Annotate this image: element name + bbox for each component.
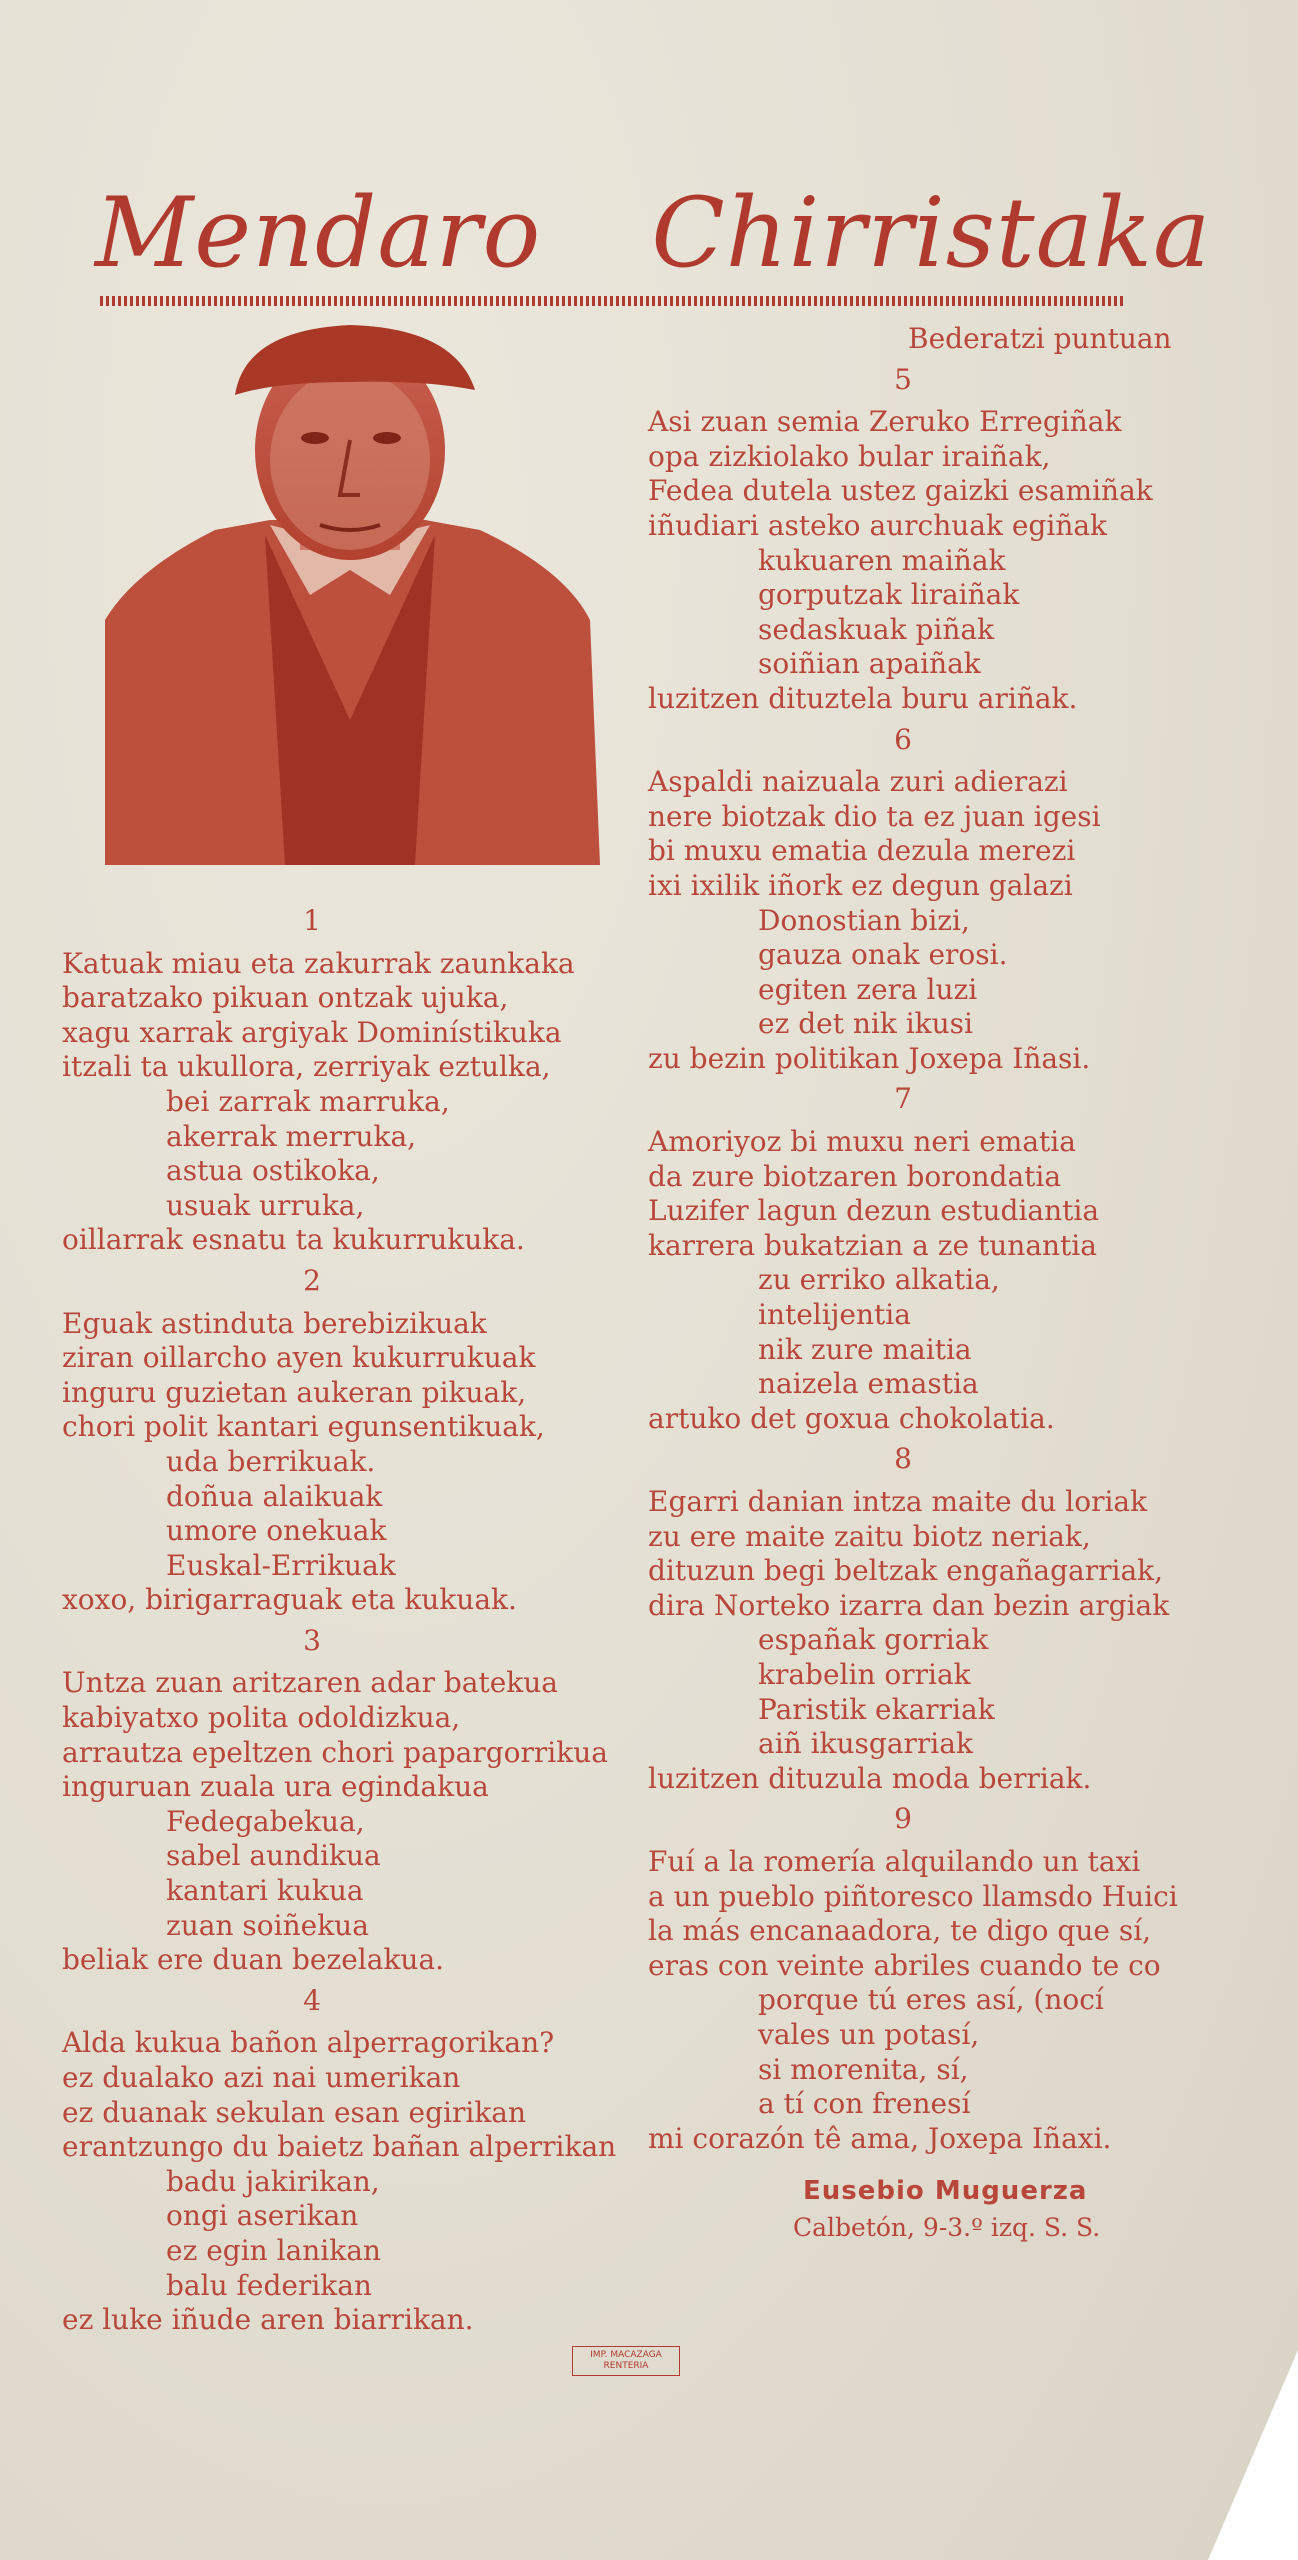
verse-line: vales un potasí, — [758, 2017, 980, 2051]
verse-line: Eguak astinduta berebizikuak — [62, 1306, 487, 1340]
verse-line: beliak ere duan bezelakua. — [62, 1943, 445, 1977]
verse-line: sedaskuak piñak — [758, 612, 995, 646]
verse-line: ez luke iñude aren biarrikan. — [62, 2303, 474, 2337]
paper-torn-corner — [1208, 2350, 1298, 2560]
verse-line: Luzifer lagun dezun estudiantia — [648, 1194, 1100, 1228]
verse-line: Fuí a la romería alquilando un taxi — [648, 1844, 1141, 1878]
stanza-number: 1 — [303, 904, 321, 937]
verse-line: uda berrikuak. — [166, 1444, 376, 1478]
verse-line: Asi zuan semia Zeruko Erregiñak — [648, 405, 1122, 439]
verse-line: ongi aserikan — [166, 2199, 359, 2233]
verse-line: akerrak merruka, — [166, 1119, 417, 1153]
verse-line: dira Norteko izarra dan bezin argiak — [648, 1588, 1170, 1622]
verse-line: inguru guzietan aukeran pikuak, — [62, 1375, 527, 1409]
verse-line: españak gorriak — [758, 1623, 989, 1657]
stanza — [62, 2026, 662, 2337]
verse-line: si morenita, sí, — [758, 2052, 969, 2086]
title-underline-rule — [100, 296, 1125, 306]
verse-line: artuko det goxua chokolatia. — [648, 1401, 1055, 1435]
stanza — [62, 1666, 662, 1977]
verse-line: Donostian bizi, — [758, 903, 970, 937]
verse-line: dituzun begi beltzak engañagarriak, — [648, 1554, 1164, 1588]
verse-line: karrera bukatzian a ze tunantia — [648, 1228, 1097, 1262]
verse-line: Untza zuan aritzaren adar batekua — [62, 1666, 558, 1700]
verse-line: zuan soiñekua — [166, 1908, 369, 1942]
verse-line: ixi ixilik iñork ez degun galazi — [648, 868, 1073, 902]
stanza — [648, 1125, 1248, 1436]
verse-line: sabel aundikua — [166, 1839, 381, 1873]
right-column-verses — [648, 322, 1248, 2245]
verse-line: ez egin lanikan — [166, 2233, 381, 2267]
verse-line: oillarrak esnatu ta kukurrukuka. — [62, 1223, 525, 1257]
verse-line: umore onekuak — [166, 1514, 387, 1548]
title-word-chirristaka: Chirristaka — [651, 177, 1212, 289]
verse-line: badu jakirikan, — [166, 2164, 380, 2198]
verse-line: luzitzen dituzula moda berriak. — [648, 1761, 1092, 1795]
verse-line: mi corazón tê ama, Joxepa Iñaxi. — [648, 2121, 1112, 2155]
verse-line: chori polit kantari egunsentikuak, — [62, 1410, 545, 1444]
verse-line: Fedea dutela ustez gaizki esamiñak — [648, 474, 1153, 508]
verse-line: itzali ta ukullora, zerriyak eztulka, — [62, 1050, 551, 1084]
verse-line: a tí con frenesí — [758, 2087, 971, 2121]
right-column-header: Bederatzi puntuan — [908, 322, 1172, 355]
verse-line: bi muxu ematia dezula merezi — [648, 834, 1076, 868]
verse-line: kantari kukua — [166, 1874, 364, 1908]
verse-line: Egarri danian intza maite du loriak — [648, 1485, 1148, 1518]
verse-line: zu erriko alkatia, — [758, 1263, 1000, 1297]
verse-line: ez dualako azi nai umerikan — [62, 2061, 461, 2094]
stanza-number: 2 — [303, 1263, 321, 1297]
verse-line: intelijentia — [758, 1298, 911, 1332]
verse-line: soiñian apaiñak — [758, 647, 981, 681]
stanza — [648, 1845, 1248, 2156]
verse-line: ziran oillarcho ayen kukurrukuak — [62, 1341, 536, 1375]
verse-line: opa zizkiolako bular iraiñak, — [648, 439, 1051, 473]
title-word-mendaro: Mendaro — [95, 177, 542, 289]
verse-line: da zure biotzaren borondatia — [648, 1159, 1062, 1193]
verse-line: arrautza epeltzen chori papargorrikua — [62, 1735, 608, 1769]
verse-line: doñua alaikuak — [166, 1479, 383, 1513]
verse-line: Alda kukua bañon alperragorikan? — [62, 2026, 555, 2060]
stanza-number: 7 — [894, 1082, 912, 1116]
verse-line: nere biotzak dio ta ez juan igesi — [648, 799, 1101, 833]
verse-line: iñudiari asteko aurchuak egiñak — [648, 508, 1108, 542]
imprint-line-2: RENTERIA — [603, 2361, 649, 2371]
verse-line: porque tú eres así, (nocí — [758, 1983, 1104, 2017]
verse-line: usuak urruka, — [166, 1188, 365, 1222]
imprint-line-1: IMP. MACAZAGA — [590, 2350, 662, 2360]
stanza-number: 4 — [303, 1983, 321, 2017]
verse-line: xagu xarrak argiyak Dominístikuka — [62, 1015, 562, 1049]
verse-line: bei zarrak marruka, — [166, 1084, 450, 1118]
stanza-number: 8 — [894, 1442, 912, 1476]
verse-line: astua ostikoka, — [166, 1154, 380, 1188]
verse-line: gorputzak liraiñak — [758, 578, 1020, 612]
poster-title — [95, 177, 1212, 289]
verse-line: Aspaldi naizuala zuri adierazi — [648, 765, 1068, 799]
verse-line: balu federikan — [166, 2268, 372, 2302]
verse-line: gauza onak erosi. — [758, 938, 1008, 972]
stanza-number: 3 — [303, 1623, 321, 1657]
author-address: Calbetón, 9-3.º izq. S. S. — [793, 2212, 1101, 2242]
stanza-number: 5 — [894, 362, 912, 396]
stanza-number: 6 — [894, 722, 912, 756]
verse-line: nik zure maitia — [758, 1332, 972, 1366]
verse-line: erantzungo du baietz bañan alperrikan — [62, 2130, 617, 2164]
verse-line: zu ere maite zaitu biotz neriak, — [648, 1519, 1091, 1553]
stanza — [648, 765, 1248, 1076]
printer-imprint-stamp — [572, 2346, 680, 2376]
verse-line: Paristik ekarriak — [758, 1692, 995, 1726]
verse-line: la más encanaadora, te digo que sí, — [648, 1914, 1152, 1948]
verse-line: Euskal-Errikuak — [166, 1548, 396, 1582]
verse-line: luzitzen dituztela buru ariñak. — [648, 681, 1078, 715]
stanza — [62, 947, 662, 1258]
verse-line: kukuaren maiñak — [758, 543, 1006, 577]
verse-line: zu bezin politikan Joxepa Iñasi. — [648, 1041, 1091, 1075]
verse-line: Fedegabekua, — [166, 1804, 365, 1838]
verse-line: egiten zera luzi — [758, 972, 978, 1006]
stanza — [62, 1307, 662, 1618]
verse-line: inguruan zuala ura egindakua — [62, 1770, 489, 1804]
verse-line: ez det nik ikusi — [758, 1007, 974, 1041]
verse-line: ez duanak sekulan esan egirikan — [62, 2095, 527, 2129]
stanza — [648, 405, 1248, 716]
verse-line: Amoriyoz bi muxu neri ematia — [648, 1125, 1076, 1159]
verse-line: kabiyatxo polita odoldizkua, — [62, 1701, 461, 1735]
verse-line: krabelin orriak — [758, 1657, 971, 1691]
stanza — [648, 1485, 1248, 1796]
verse-line: baratzako pikuan ontzak ujuka, — [62, 981, 509, 1015]
stanza-number: 9 — [894, 1802, 912, 1836]
verse-line: aiñ ikusgarriak — [758, 1727, 973, 1761]
verse-line: eras con veinte abriles cuando te co — [648, 1948, 1161, 1982]
verse-line: Katuak miau eta zakurrak zaunkaka — [62, 946, 575, 980]
portrait-photo — [95, 320, 600, 865]
left-column-verses — [62, 898, 662, 2338]
verse-line: naizela emastia — [758, 1367, 979, 1401]
author-name: Eusebio Muguerza — [803, 2176, 1088, 2207]
verse-line: a un pueblo piñtoresco llamsdo Huici — [648, 1879, 1178, 1913]
verse-line: xoxo, birigarraguak eta kukuak. — [62, 1583, 517, 1617]
